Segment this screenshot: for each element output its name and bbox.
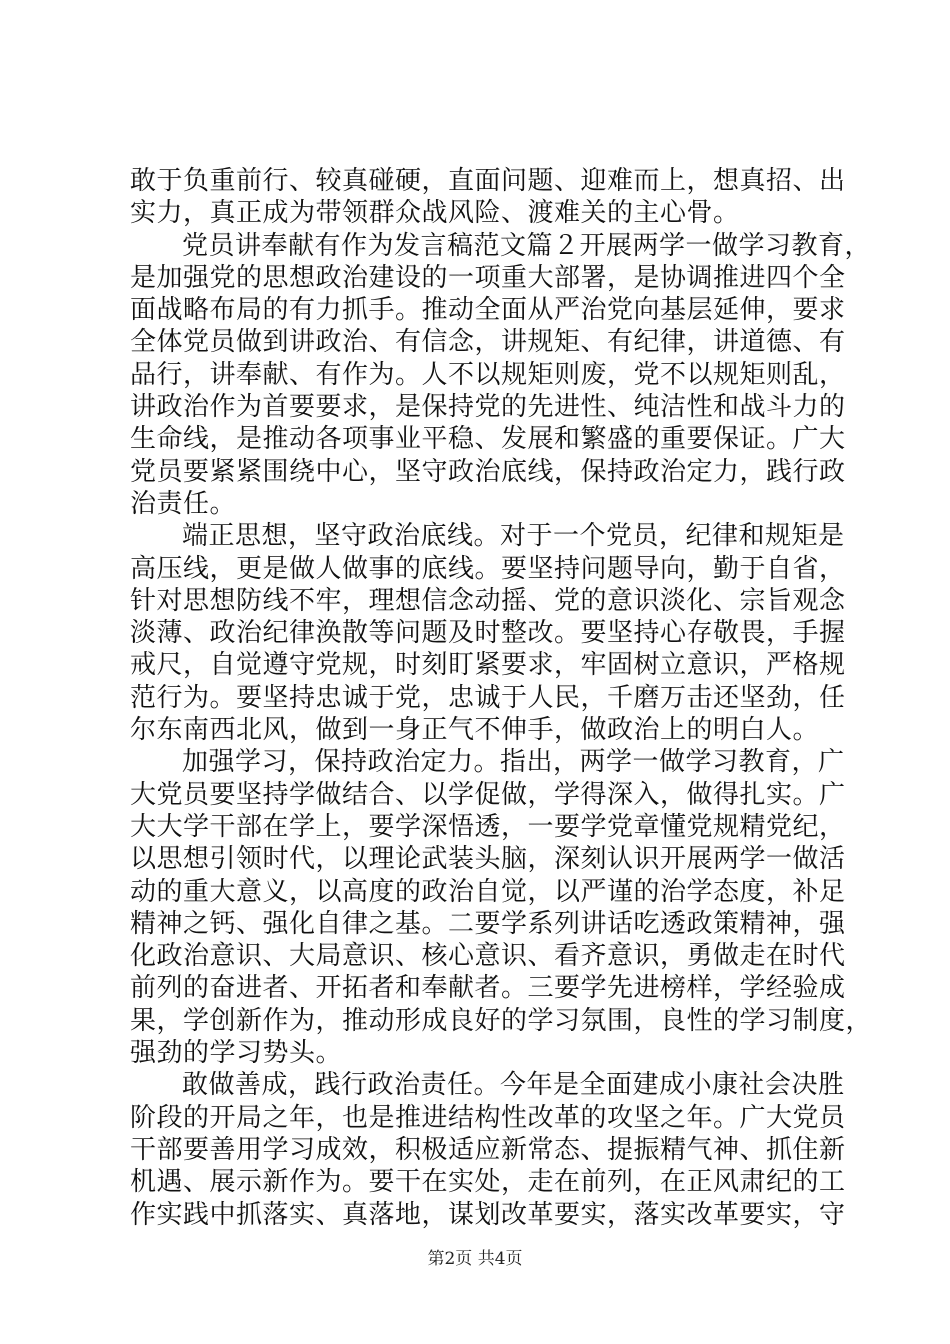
text-line: 生命线，是推动各项事业平稳、发展和繁盛的重要保证。广大 (130, 424, 846, 455)
text-line: 品行，讲奉献、有作为。人不以规矩则废，党不以规矩则乱， (130, 359, 846, 390)
text-line: 针对思想防线不牢，理想信念动摇、党的意识淡化、宗旨观念 (130, 585, 846, 616)
text-line: 以思想引领时代，以理论武装头脑，深刻认识开展两学一做活 (130, 844, 846, 875)
text-line: 尔东南西北风，做到一身正气不伸手，做政治上的明白人。 (130, 715, 820, 746)
text-line: 淡薄、政治纪律涣散等问题及时整改。要坚持心存敬畏，手握 (130, 618, 846, 649)
text-line: 戒尺，自觉遵守党规，时刻盯紧要求，牢固树立意识，严格规 (130, 650, 846, 681)
document-body (130, 165, 873, 1231)
text-line: 动的重大意义，以高度的政治自觉，以严谨的治学态度，补足 (130, 876, 846, 907)
text-line: 敢做善成，践行政治责任。今年是全面建成小康社会决胜 (182, 1070, 845, 1101)
text-line: 高压线，更是做人做事的底线。要坚持问题导向，勤于自省， (130, 553, 846, 584)
text-line: 实力，真正成为带领群众战风险、渡难关的主心骨。 (130, 198, 740, 229)
text-line: 作实践中抓落实、真落地，谋划改革要实，落实改革要实，守 (130, 1199, 846, 1230)
text-line: 范行为。要坚持忠诚于党，忠诚于人民，千磨万击还坚劲，任 (130, 682, 846, 713)
text-line: 党员讲奉献有作为发言稿范文篇２开展两学一做学习教育， (182, 230, 872, 261)
text-line: 加强学习，保持政治定力。指出，两学一做学习教育，广 (182, 747, 845, 778)
text-line: 精神之钙、强化自律之基。二要学系列讲话吃透政策精神，强 (130, 908, 846, 939)
text-line: 全体党员做到讲政治、有信念，讲规矩、有纪律，讲道德、有 (130, 327, 846, 358)
text-line: 讲政治作为首要要求，是保持党的先进性、纯洁性和战斗力的 (130, 392, 846, 423)
text-line: 是加强党的思想政治建设的一项重大部署，是协调推进四个全 (130, 262, 846, 293)
page-footer: 第2页 共4页 (427, 1249, 523, 1269)
text-line: 果，学创新作为，推动形成良好的学习氛围，良性的学习制度， (130, 1005, 873, 1036)
text-line: 阶段的开局之年，也是推进结构性改革的攻坚之年。广大党员 (130, 1102, 846, 1133)
text-line: 机遇、展示新作为。要干在实处，走在前列，在正风肃纪的工 (130, 1167, 846, 1198)
text-line: 大大学干部在学上，要学深悟透，一要学党章懂党规精党纪， (130, 811, 846, 842)
text-line: 端正思想，坚守政治底线。对于一个党员，纪律和规矩是 (182, 521, 845, 552)
text-line: 干部要善用学习成效，积极适应新常态、提振精气神、抓住新 (130, 1134, 846, 1165)
text-line: 强劲的学习势头。 (130, 1038, 343, 1069)
text-line: 前列的奋进者、开拓者和奉献者。三要学先进榜样，学经验成 (130, 973, 846, 1004)
text-line: 治责任。 (130, 488, 237, 519)
text-line: 面战略布局的有力抓手。推动全面从严治党向基层延伸，要求 (130, 295, 846, 326)
text-line: 大党员要坚持学做结合、以学促做，学得深入，做得扎实。广 (130, 779, 846, 810)
text-line: 化政治意识、大局意识、核心意识、看齐意识，勇做走在时代 (130, 941, 846, 972)
text-line: 敢于负重前行、较真碰硬，直面问题、迎难而上，想真招、出 (130, 166, 846, 196)
text-line: 党员要紧紧围绕中心，坚守政治底线，保持政治定力，践行政 (130, 456, 846, 487)
